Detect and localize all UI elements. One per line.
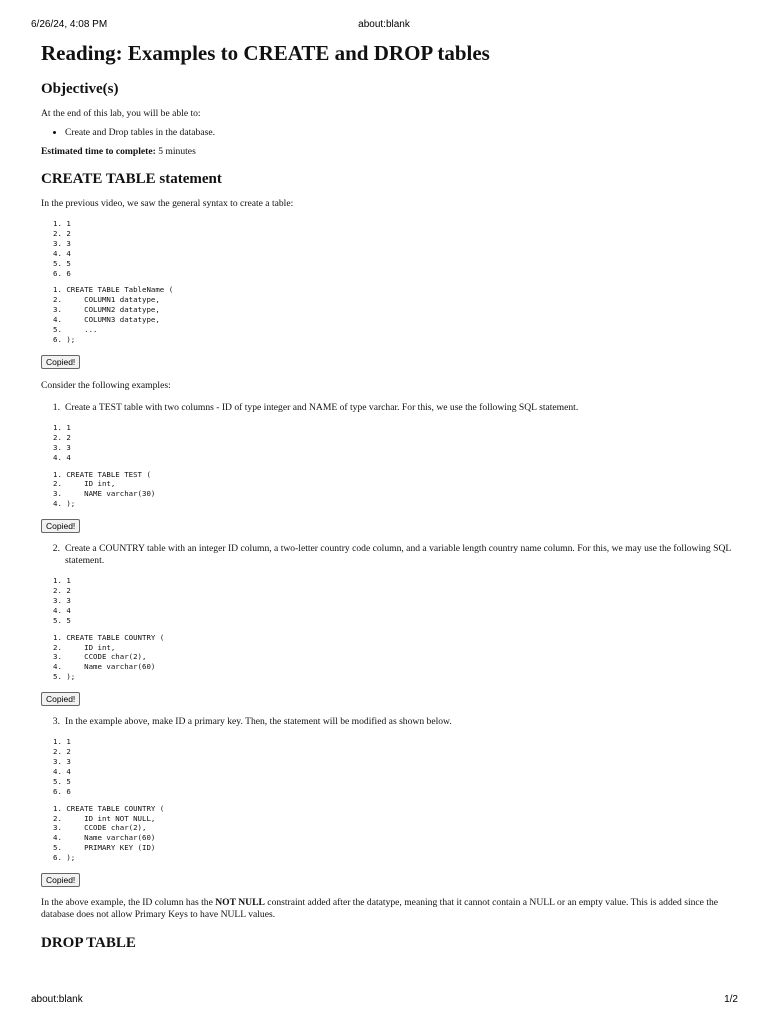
copy-button[interactable]: Copied! bbox=[41, 692, 80, 706]
example-2-line-numbers: 1. 1 2. 2 3. 3 4. 4 5. 5 bbox=[53, 576, 71, 625]
print-title: about:blank bbox=[358, 19, 410, 30]
consider-text: Consider the following examples: bbox=[41, 379, 171, 391]
example-text: In the example above, make ID a primary key. Then, the statement will be modified as shown below. bbox=[65, 716, 452, 728]
page-number: 1/2 bbox=[724, 994, 738, 1005]
example-3-code-block: 1. CREATE TABLE COUNTRY ( 2. ID int NOT NULL, 3. CCODE char(2), 4. Name varchar(60) 5. PRIMARY KEY (ID) 6. ); bbox=[53, 803, 165, 863]
copy-button[interactable]: Copied! bbox=[41, 519, 80, 533]
estimated-time bbox=[41, 146, 731, 158]
objectives-heading: Objective(s) bbox=[41, 81, 119, 97]
create-intro: In the previous video, we saw the general syntax to create a table: bbox=[41, 198, 294, 209]
not-null-note bbox=[41, 897, 731, 921]
footer-url: about:blank bbox=[31, 994, 83, 1005]
syntax-line-numbers: 1. 1 2. 2 3. 3 4. 4 5. 5 6. 6 bbox=[53, 219, 71, 278]
note-before: In the above example, the ID column has the bbox=[41, 897, 216, 909]
example-number: 3. bbox=[52, 716, 60, 728]
example-2 bbox=[41, 543, 731, 567]
estimated-time-label: Estimated time to complete: bbox=[41, 146, 156, 157]
objectives-intro: At the end of this lab, you will be able to: bbox=[41, 108, 201, 119]
example-text: Create a COUNTRY table with an integer ID column, a two-letter country code column, and a variable length country name column. For this, we may use the following SQL statement. bbox=[65, 543, 731, 567]
copy-button[interactable]: Copied! bbox=[41, 355, 80, 369]
example-1-code-block: 1. CREATE TABLE TEST ( 2. ID int, 3. NAME varchar(30) 4. ); bbox=[53, 469, 156, 509]
example-text: Create a TEST table with two columns - ID of type integer and NAME of type varchar. For this, we use the following SQL statement. bbox=[65, 401, 579, 413]
note-bold: NOT NULL bbox=[215, 897, 265, 909]
example-2-code-block: 1. CREATE TABLE COUNTRY ( 2. ID int, 3. CCODE char(2), 4. Name varchar(60) 5. ); bbox=[53, 632, 165, 682]
create-table-heading: CREATE TABLE statement bbox=[41, 171, 222, 187]
estimated-time-value: 5 minutes bbox=[155, 146, 196, 157]
example-3 bbox=[41, 716, 731, 728]
note-after: constraint added after the datatype, meaning that it cannot contain a NULL or an empty value. This is added since the database does not allow Primary Keys to have NULL values. bbox=[41, 897, 719, 921]
article bbox=[41, 40, 731, 953]
example-number: 2. bbox=[52, 543, 60, 555]
objective-item: • Create and Drop tables in the database. bbox=[65, 127, 731, 139]
example-3-line-numbers: 1. 1 2. 2 3. 3 4. 4 5. 5 6. 6 bbox=[53, 737, 71, 796]
example-1 bbox=[41, 402, 731, 414]
objectives-list bbox=[41, 127, 731, 139]
drop-table-heading: DROP TABLE bbox=[41, 935, 136, 952]
copy-button[interactable]: Copied! bbox=[41, 873, 80, 887]
syntax-code-block: 1. CREATE TABLE TableName ( 2. COLUMN1 datatype, 3. COLUMN2 datatype, 4. COLUMN3 datatype, 5. ... 6. ); bbox=[53, 285, 174, 344]
example-number: 1. bbox=[52, 401, 60, 413]
print-datetime: 6/26/24, 4:08 PM bbox=[31, 19, 108, 30]
page-title: Reading: Examples to CREATE and DROP tables bbox=[41, 41, 490, 65]
example-1-line-numbers: 1. 1 2. 2 3. 3 4. 4 bbox=[53, 422, 71, 462]
